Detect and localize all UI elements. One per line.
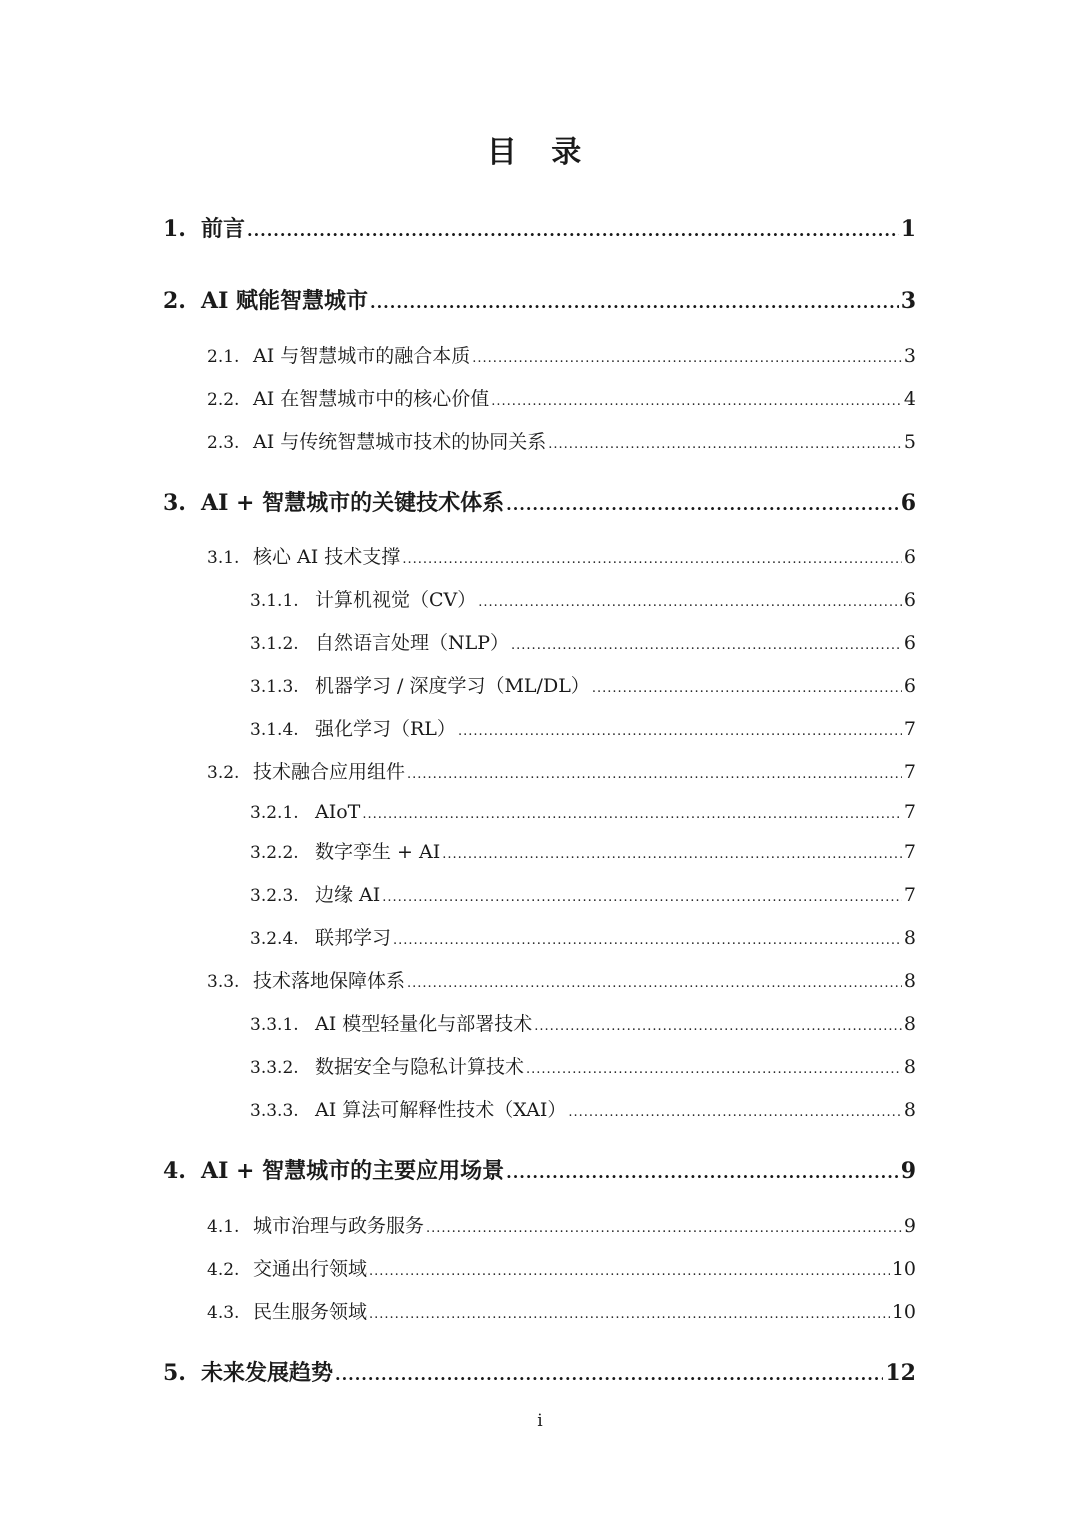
toc-entry-page: 10 xyxy=(891,1258,916,1280)
toc-dot-leader xyxy=(369,1259,890,1285)
toc-entry-page: 6 xyxy=(900,490,916,516)
toc-dot-leader xyxy=(568,1100,902,1126)
toc-dot-leader xyxy=(534,1014,902,1040)
toc-entry-label: 民生服务领域 xyxy=(253,1301,368,1323)
toc-entry-3-2-4[interactable] xyxy=(250,925,916,951)
toc-entry-page: 9 xyxy=(903,1215,916,1237)
toc-entry-number: 2.3. xyxy=(207,433,240,453)
toc-entry-3-2-1[interactable] xyxy=(250,799,916,825)
toc-dot-leader xyxy=(369,1302,890,1328)
toc-entry-number: 3.3.3. xyxy=(250,1101,299,1121)
toc-entry-page: 8 xyxy=(903,1013,916,1035)
toc-entry-number: 3.3.2. xyxy=(250,1058,299,1078)
toc-dot-leader xyxy=(511,633,902,659)
toc-dot-leader xyxy=(382,885,902,911)
toc-dot-leader xyxy=(393,928,902,954)
toc-entry-page: 7 xyxy=(903,801,916,823)
toc-entry-4-3[interactable] xyxy=(207,1299,916,1325)
toc-dot-leader xyxy=(362,802,902,828)
toc-entry-label: 技术落地保障体系 xyxy=(253,970,406,992)
toc-dot-leader xyxy=(592,676,902,702)
toc-entry-page: 9 xyxy=(900,1158,916,1184)
toc-entry-page: 8 xyxy=(903,970,916,992)
toc-entry-page: 6 xyxy=(903,675,916,697)
toc-dot-leader xyxy=(506,490,899,520)
toc-entry-4-1[interactable] xyxy=(207,1213,916,1239)
page-number-footer: i xyxy=(537,1411,543,1431)
toc-entry-number: 2.2. xyxy=(207,390,240,410)
toc-entry-label: 边缘 AI xyxy=(315,884,381,906)
toc-entry-3-1[interactable] xyxy=(207,544,916,570)
toc-dot-leader xyxy=(548,432,902,458)
toc-entry-page: 12 xyxy=(885,1360,916,1386)
toc-dot-leader xyxy=(407,971,902,997)
toc-dot-leader xyxy=(506,1158,899,1188)
toc-entry-number: 4.1. xyxy=(207,1217,240,1237)
toc-entry-number: 3.3. xyxy=(207,972,240,992)
toc-entry-number: 3.1. xyxy=(207,548,240,568)
toc-entry-label: 联邦学习 xyxy=(315,927,392,949)
toc-entry-label: AI 在智慧城市中的核心价值 xyxy=(253,388,490,410)
toc-entry-label: AIoT xyxy=(315,801,361,823)
toc-entry-label: AI 与传统智慧城市技术的协同关系 xyxy=(253,431,547,453)
toc-entry-label: AI 赋能智慧城市 xyxy=(201,288,369,314)
toc-dot-leader xyxy=(402,547,902,573)
toc-entry-3-1-2[interactable] xyxy=(250,630,916,656)
toc-entry-label: 技术融合应用组件 xyxy=(253,761,406,783)
toc-dot-leader xyxy=(472,346,902,372)
toc-entry-3[interactable] xyxy=(163,488,916,518)
toc-entry-number: 4. xyxy=(163,1158,186,1184)
toc-entry-3-2[interactable] xyxy=(207,759,916,785)
toc-entry-label: 未来发展趋势 xyxy=(201,1360,334,1386)
toc-entry-number: 3.2.4. xyxy=(250,929,299,949)
toc-entry-page: 6 xyxy=(903,546,916,568)
toc-entry-number: 3.2. xyxy=(207,763,240,783)
toc-entry-label: 交通出行领域 xyxy=(253,1258,368,1280)
toc-entry-number: 3.1.1. xyxy=(250,591,299,611)
toc-entry-label: 自然语言处理（NLP） xyxy=(315,632,510,654)
toc-dot-leader xyxy=(426,1216,902,1242)
toc-dot-leader xyxy=(458,719,902,745)
toc-dot-leader xyxy=(370,288,899,318)
toc-entry-label: 强化学习（RL） xyxy=(315,718,456,740)
toc-entry-page: 8 xyxy=(903,927,916,949)
toc-dot-leader xyxy=(526,1057,902,1083)
toc-entry-page: 7 xyxy=(903,718,916,740)
toc-entry-3-2-2[interactable] xyxy=(250,839,916,865)
toc-entry-3-1-4[interactable] xyxy=(250,716,916,742)
toc-entry-page: 1 xyxy=(900,216,916,242)
toc-entry-label: 机器学习 / 深度学习（ML/DL） xyxy=(315,675,590,697)
toc-entry-label: AI 算法可解释性技术（XAI） xyxy=(315,1099,567,1121)
toc-entry-page: 3 xyxy=(900,288,916,314)
toc-entry-number: 4.2. xyxy=(207,1260,240,1280)
toc-entry-4-2[interactable] xyxy=(207,1256,916,1282)
toc-entry-label: 数字孪生 + AI xyxy=(315,841,441,863)
toc-entry-3-3-2[interactable] xyxy=(250,1054,916,1080)
toc-entry-number: 3.2.2. xyxy=(250,843,299,863)
toc-entry-label: AI 与智慧城市的融合本质 xyxy=(253,345,471,367)
toc-entry-number: 3.2.3. xyxy=(250,886,299,906)
toc-entry-1[interactable] xyxy=(163,214,916,244)
toc-entry-page: 5 xyxy=(903,431,916,453)
toc-entry-2[interactable] xyxy=(163,286,916,316)
toc-entry-number: 3.3.1. xyxy=(250,1015,299,1035)
toc-entry-3-3-1[interactable] xyxy=(250,1011,916,1037)
toc-entry-number: 5. xyxy=(163,1360,186,1386)
toc-entry-3-1-1[interactable] xyxy=(250,587,916,613)
toc-entry-label: 计算机视觉（CV） xyxy=(315,589,477,611)
toc-entry-page: 10 xyxy=(891,1301,916,1323)
toc-entry-page: 8 xyxy=(903,1056,916,1078)
toc-entry-2-1[interactable] xyxy=(207,343,916,369)
toc-entry-number: 3.1.3. xyxy=(250,677,299,697)
toc-entry-label: 数据安全与隐私计算技术 xyxy=(315,1056,525,1078)
toc-entry-page: 6 xyxy=(903,589,916,611)
toc-entry-number: 3.1.2. xyxy=(250,634,299,654)
toc-entry-number: 3.2.1. xyxy=(250,803,299,823)
toc-dot-leader xyxy=(442,842,902,868)
toc-entry-3-3-3[interactable] xyxy=(250,1097,916,1123)
toc-dot-leader xyxy=(478,590,902,616)
toc-entry-page: 4 xyxy=(903,388,916,410)
toc-entry-label: AI + 智慧城市的关键技术体系 xyxy=(201,490,505,516)
toc-entry-5[interactable] xyxy=(163,1358,916,1388)
toc-entry-label: 核心 AI 技术支撑 xyxy=(253,546,401,568)
toc-dot-leader xyxy=(491,389,902,415)
toc-entry-page: 7 xyxy=(903,841,916,863)
toc-entry-2-2[interactable] xyxy=(207,386,916,412)
toc-entry-label: 前言 xyxy=(201,216,246,242)
toc-entry-2-3[interactable] xyxy=(207,429,916,455)
toc-dot-leader xyxy=(407,762,902,788)
toc-dot-leader xyxy=(247,216,899,246)
toc-entry-4[interactable] xyxy=(163,1156,916,1186)
toc-dot-leader xyxy=(335,1360,883,1390)
toc-entry-label: AI + 智慧城市的主要应用场景 xyxy=(201,1158,505,1184)
toc-entry-page: 8 xyxy=(903,1099,916,1121)
toc-entry-page: 3 xyxy=(903,345,916,367)
toc-entry-page: 6 xyxy=(903,632,916,654)
toc-entry-3-3[interactable] xyxy=(207,968,916,994)
toc-entry-number: 1. xyxy=(163,216,186,242)
toc-entry-3-1-3[interactable] xyxy=(250,673,916,699)
toc-entry-number: 3.1.4. xyxy=(250,720,299,740)
toc-entry-number: 3. xyxy=(163,490,186,516)
toc-entry-number: 2. xyxy=(163,288,186,314)
page-title: 目 录 xyxy=(486,135,594,170)
toc-entry-3-2-3[interactable] xyxy=(250,882,916,908)
toc-entry-page: 7 xyxy=(903,884,916,906)
toc-entry-label: 城市治理与政务服务 xyxy=(253,1215,425,1237)
toc-entry-page: 7 xyxy=(903,761,916,783)
toc-entry-label: AI 模型轻量化与部署技术 xyxy=(315,1013,533,1035)
toc-entry-number: 2.1. xyxy=(207,347,240,367)
toc-entry-number: 4.3. xyxy=(207,1303,240,1323)
